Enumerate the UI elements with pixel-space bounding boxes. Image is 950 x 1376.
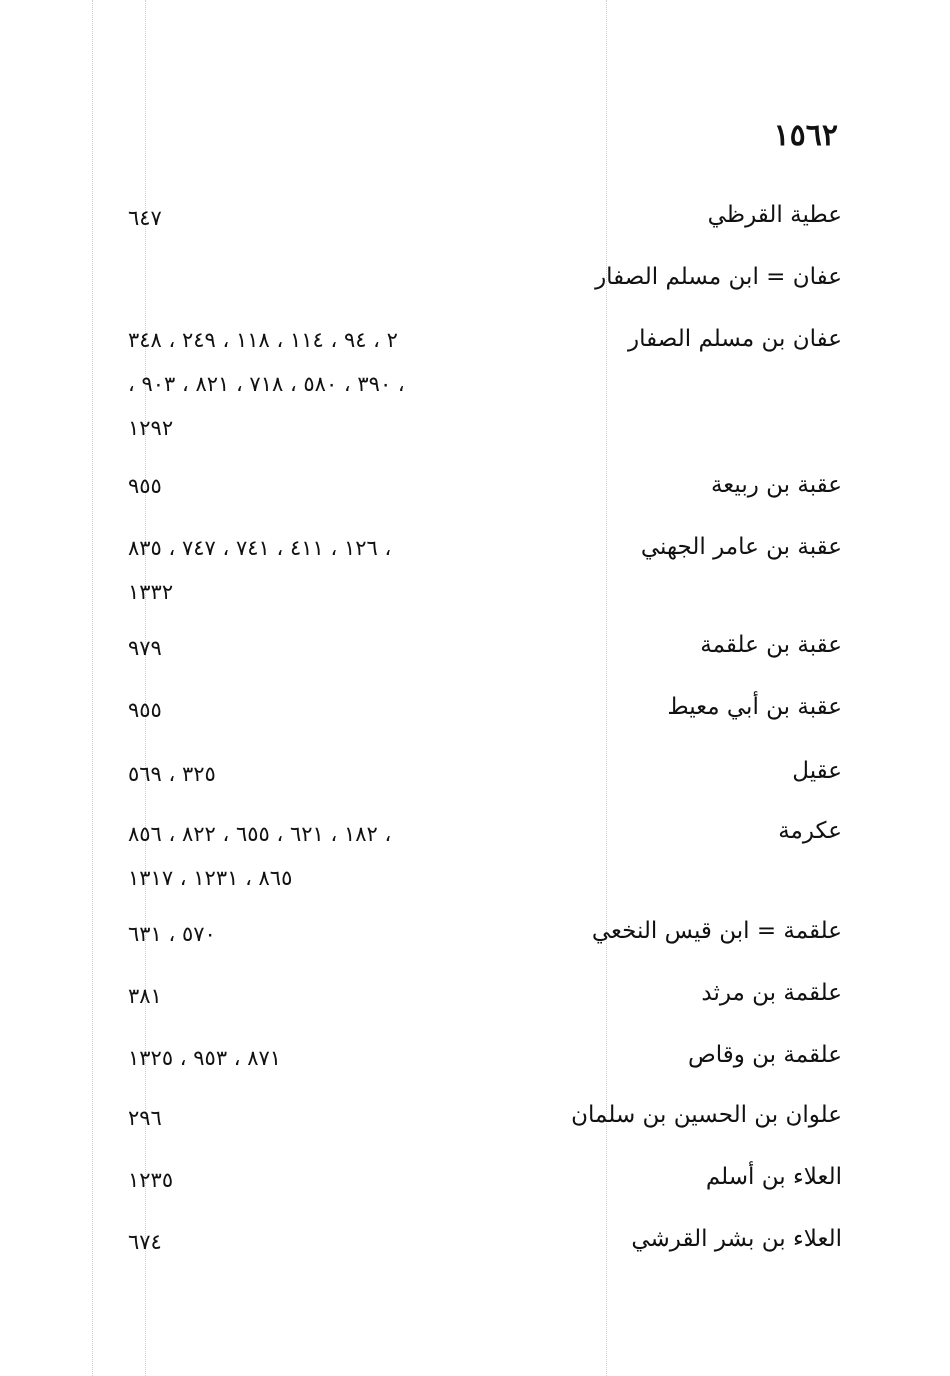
entry-name: عقبة بن أبي معيط xyxy=(667,694,842,720)
ref-line: ٢ ، ٩٤ ، ١١٤ ، ١١٨ ، ٢٤٩ ، ٣٤٨ xyxy=(128,328,398,352)
ref-line: ٨٦٥ ، ١٢٣١ ، ١٣١٧ xyxy=(128,866,293,890)
ref-line: ١٢٩٢ xyxy=(128,416,174,440)
entry-name: عقبة بن علقمة xyxy=(700,632,842,658)
ref-line: ٩٥٥ xyxy=(128,698,162,722)
entry-name: عطية القرظي xyxy=(707,202,842,228)
entry-refs xyxy=(128,1036,468,1080)
ref-line: ٩٧٩ xyxy=(128,636,162,660)
entry-refs xyxy=(128,318,468,450)
entry-name: عفان = ابن مسلم الصفار xyxy=(595,264,842,290)
ref-line: ٥٧٠ ، ٦٣١ xyxy=(128,922,216,946)
entry-name: علقمة بن وقاص xyxy=(687,1042,842,1068)
entry-name: علوان بن الحسين بن سلمان xyxy=(571,1102,842,1128)
ref-line: ٦٤٧ xyxy=(128,206,162,230)
entry-name: علقمة بن مرثد xyxy=(701,980,842,1006)
ref-line: ٢٩٦ xyxy=(128,1106,162,1130)
entry-refs xyxy=(128,526,468,614)
entry-refs xyxy=(128,464,468,508)
entry-name: العلاء بن أسلم xyxy=(705,1164,842,1190)
entry-refs xyxy=(128,974,468,1018)
ref-line: ١٨٢ ، ٦٢١ ، ٦٥٥ ، ٨٢٢ ، ٨٥٦ ، xyxy=(128,822,392,846)
entry-refs xyxy=(128,688,468,732)
entry-name: عفان بن مسلم الصفار xyxy=(628,326,842,352)
ref-line: ٨٧١ ، ٩٥٣ ، ١٣٢٥ xyxy=(128,1046,282,1070)
entry-name: العلاء بن بشر القرشي xyxy=(631,1226,842,1252)
entry-refs xyxy=(128,1158,468,1202)
ref-line: ٣٨١ xyxy=(128,984,162,1008)
ref-line: ٦٧٤ xyxy=(128,1230,162,1254)
entry-refs xyxy=(128,812,468,900)
entry-refs xyxy=(128,912,468,956)
entry-refs xyxy=(128,1096,468,1140)
ref-line: ١٢٣٥ xyxy=(128,1168,174,1192)
ref-line: ٣٢٥ ، ٥٦٩ xyxy=(128,762,216,786)
entry-name: علقمة = ابن قيس النخعي xyxy=(591,918,842,944)
ref-line: ١٣٣٢ xyxy=(128,580,174,604)
entry-refs xyxy=(128,1220,468,1264)
page-number: ١٥٦٢ xyxy=(773,118,838,153)
entry-refs xyxy=(128,196,468,240)
ref-line: ١٢٦ ، ٤١١ ، ٧٤١ ، ٧٤٧ ، ٨٣٥ ، xyxy=(128,536,392,560)
entry-name: عكرمة xyxy=(778,818,842,844)
entry-name: عقبة بن عامر الجهني xyxy=(640,534,842,560)
entry-name: عقبة بن ربيعة xyxy=(710,472,842,498)
ref-line: ، ٣٩٠ ، ٥٨٠ ، ٧١٨ ، ٨٢١ ، ٩٠٣ ، xyxy=(128,372,405,396)
entry-refs xyxy=(128,752,468,796)
ref-line: ٩٥٥ xyxy=(128,474,162,498)
entry-refs xyxy=(128,626,468,670)
entry-name: عقيل xyxy=(792,758,842,784)
